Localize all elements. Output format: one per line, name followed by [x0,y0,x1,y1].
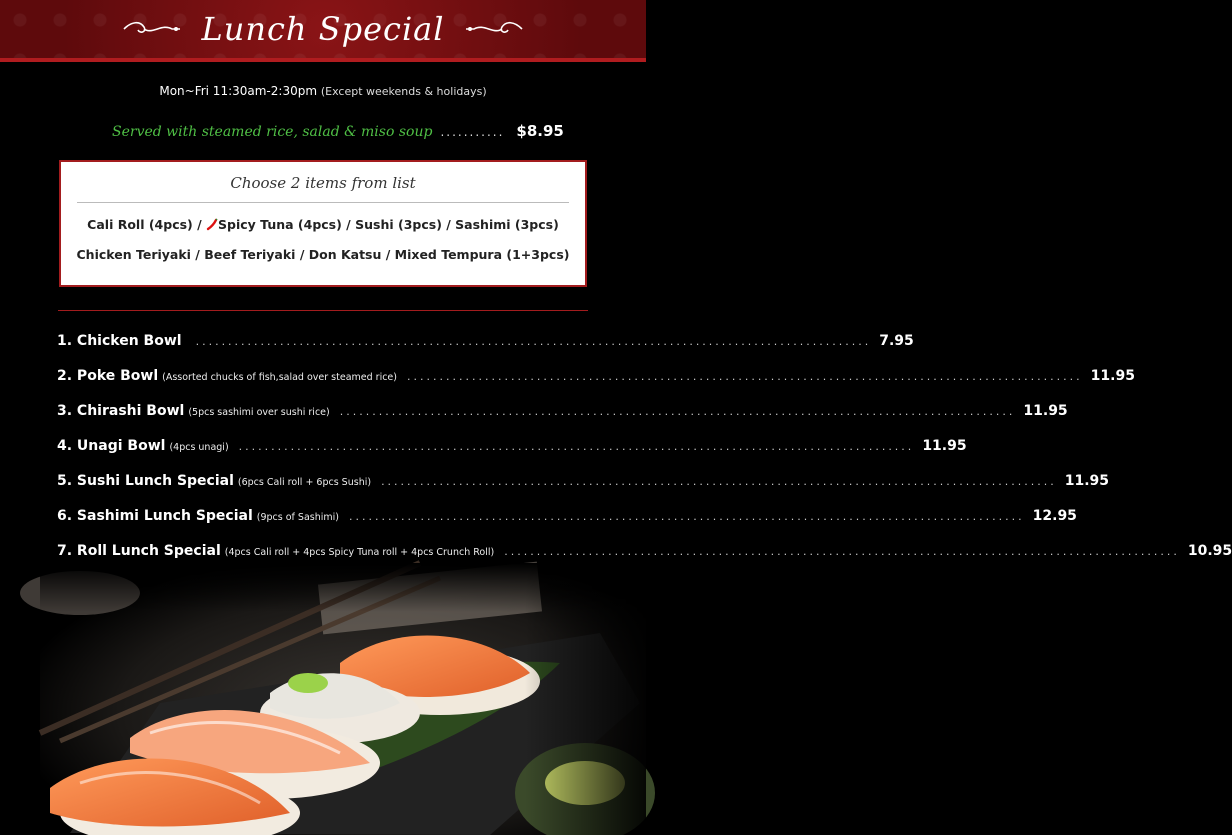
item-leader-dots: ........................................................................................................ [339,405,1016,418]
item-desc: (Assorted chucks of fish,salad over steamed rice) [162,372,397,383]
choose-line-2: Chicken Teriyaki / Beef Teriyaki / Don Katsu / Mixed Tempura (1+3pcs) [76,247,570,262]
header-banner [0,0,646,62]
menu-item [57,473,1110,508]
flourish-right-icon [464,19,524,39]
item-price: 12.95 [1032,508,1077,524]
item-desc: (5pcs sashimi over sushi rice) [188,407,330,418]
item-desc: (4pcs unagi) [169,442,229,453]
hours-line [0,84,646,98]
choose-box [59,160,587,287]
item-name: 2. Poke Bowl [57,368,159,384]
hours-note: (Except weekends & holidays) [320,85,487,98]
served-line [112,122,564,140]
menu-list [57,333,1232,578]
menu-item [57,333,914,368]
item-name: 4. Unagi Bowl [57,438,166,454]
item-name: 1. Chicken Bowl [57,333,182,349]
menu-item [57,508,1077,543]
choose-divider [77,202,569,203]
item-leader-dots: ........................................................................................................ [407,370,1083,383]
chili-pepper-icon [206,217,218,232]
item-desc: (6pcs Cali roll + 6pcs Sushi) [237,477,372,488]
choose-line-1-pre: Cali Roll (4pcs) / [87,217,207,232]
item-leader-dots: ........................................................................................................ [381,475,1057,488]
sushi-photo [40,563,646,835]
divider-rule [58,310,588,311]
item-leader-dots: ........................................................................................................ [504,545,1180,558]
item-price: 7.95 [879,333,914,349]
menu-item [57,438,967,473]
item-price: 11.95 [922,438,967,454]
item-price: 11.95 [1023,403,1068,419]
item-price: 11.95 [1090,368,1135,384]
item-leader-dots: ........................................................................................................ [348,510,1025,523]
item-price: 10.95 [1187,543,1232,559]
item-name: 5. Sushi Lunch Special [57,473,234,489]
item-leader-dots: ........................................................................................................ [238,440,915,453]
choose-line-1-post: Spicy Tuna (4pcs) / Sushi (3pcs) / Sashimi (3pcs) [218,217,559,232]
hours-main: Mon~Fri 11:30am-2:30pm [159,84,318,98]
item-price: 11.95 [1064,473,1110,489]
page-title: Lunch Special [201,10,445,48]
flourish-left-icon [122,19,182,39]
item-desc: (9pcs of Sashimi) [256,512,339,523]
item-desc: (4pcs Cali roll + 4pcs Spicy Tuna roll + 4pcs Crunch Roll) [224,547,495,558]
item-leader-dots: ........................................................................................................ [195,335,872,348]
menu-item [57,403,1068,438]
item-name: 6. Sashimi Lunch Special [57,508,253,524]
choose-line-1 [61,217,585,232]
menu-item [57,368,1135,403]
served-dots: ........... [440,125,505,139]
served-price: $8.95 [516,122,564,140]
item-name: 3. Chirashi Bowl [57,403,185,419]
choose-title: Choose 2 items from list [230,174,416,192]
served-text: Served with steamed rice, salad & miso soup [112,124,433,140]
item-name: 7. Roll Lunch Special [57,543,221,559]
